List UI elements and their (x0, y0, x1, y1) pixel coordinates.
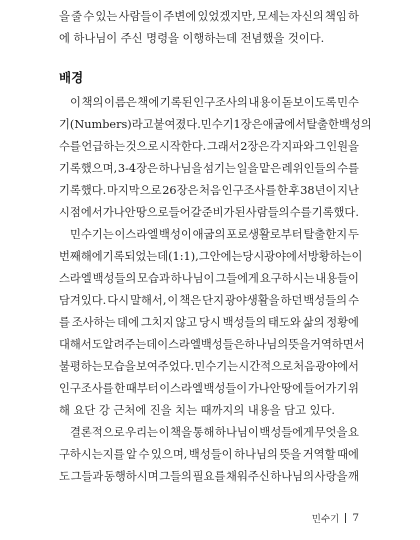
word: 된 (234, 206, 246, 219)
word: 처음 (293, 360, 316, 373)
word: 가나안 (102, 206, 136, 219)
word: 하나님이 (170, 272, 215, 285)
paragraph-line: 에 하나님이 주신 명령을 이행하는데 전념했을 것이다. (59, 32, 325, 45)
word: 시간적으로 (238, 360, 293, 373)
word: 뜻을 (288, 338, 311, 351)
word: 섬기는 (203, 162, 236, 175)
word: 구하시는지를 (59, 448, 125, 461)
word: 그들의 (159, 470, 192, 483)
word: 책은 (179, 294, 202, 307)
word: 민수기 (200, 118, 234, 131)
word: 처음 (199, 184, 221, 197)
word: 이스라엘 (114, 228, 159, 241)
word: 하던 (280, 294, 303, 307)
word: 땅으로 (135, 206, 169, 219)
word: 백성들이 (188, 448, 233, 461)
word: 백성들은 (200, 338, 245, 351)
word: 수를 (337, 162, 359, 175)
word: 사랑을 (314, 470, 348, 483)
word: 애굽에서 (262, 118, 307, 131)
section-heading: 배경 (59, 70, 84, 85)
word: 시점에서 (59, 206, 103, 219)
word: 하나님의 (270, 470, 314, 483)
word: 수를 (289, 206, 312, 219)
word: 안에는 (209, 250, 243, 263)
word: 그치지 (140, 316, 174, 329)
word: 마지막으로 (106, 184, 162, 197)
word: 백성들의 (222, 316, 267, 329)
word: 하 (347, 10, 359, 23)
word: 있는 (95, 10, 118, 23)
word: 거역할 (302, 448, 336, 461)
word: 그들에게 (215, 272, 259, 285)
word: 인구조사를 (221, 184, 277, 197)
word: 정황에 (326, 316, 359, 329)
word: 그들과 (70, 470, 104, 483)
word: 이 (167, 294, 179, 307)
word: 한 (114, 382, 126, 395)
word: 한 (276, 184, 288, 197)
word: 당시 (198, 316, 221, 329)
word: 책에 (137, 96, 160, 109)
word: 뜻을 (279, 448, 302, 461)
running-title: 민수기 (311, 514, 340, 525)
word: 보여주었다. (135, 360, 195, 373)
word: 이 (351, 250, 363, 263)
page-number: 7 (352, 512, 359, 524)
word: 단지 (202, 294, 224, 307)
word: 하나님이 (215, 426, 259, 439)
word: 거역하면서 (310, 338, 365, 351)
page-footer (312, 511, 359, 525)
word: 인원을 (326, 140, 359, 153)
background-section-body (59, 92, 372, 488)
word: 불평하는 (59, 360, 103, 373)
word: 이름은 (104, 96, 137, 109)
word: 하나님의 (244, 338, 289, 351)
word: 태도와 (268, 316, 301, 329)
word: 방황하는 (307, 250, 352, 263)
word: 을 (59, 10, 70, 23)
paragraph-line (59, 378, 359, 400)
paragraph-line (59, 6, 359, 28)
paragraph-line (59, 334, 365, 356)
word: 를 (59, 316, 70, 329)
word: 수를 (59, 140, 81, 153)
word: 후 (288, 184, 300, 197)
word: 광야에서 (264, 250, 308, 263)
word: 지난 (337, 184, 359, 197)
word: 주변에 (163, 10, 197, 23)
word: 스라엘 (59, 272, 92, 285)
word: 결론적으로 (70, 426, 125, 439)
word: 하나님의 (234, 448, 278, 461)
word: 붙여졌다. (153, 118, 201, 131)
word: 광야생활을 (225, 294, 280, 307)
word: 들어가기 (303, 382, 348, 395)
word: 백성들의 (92, 272, 137, 285)
word: 기록되었는데(1:1), (102, 250, 199, 263)
word: 지파와 (281, 140, 315, 153)
word: 언급하는 (81, 140, 126, 153)
word: 땅에 (281, 382, 304, 395)
word: 인구조사를 (59, 382, 114, 395)
word: 하나님을 (158, 162, 203, 175)
word: 포로생활로부터 (226, 228, 303, 241)
word: 두 (348, 228, 359, 241)
word: 탈출한지 (303, 228, 348, 241)
word: 백성들이 (203, 382, 248, 395)
word: 조사하는 (71, 316, 116, 329)
word: 이 (158, 426, 170, 439)
word: 책을 (170, 426, 192, 439)
word: 그래서 (206, 140, 240, 153)
paragraph-line (59, 114, 372, 136)
word: 2장은 (240, 140, 270, 153)
word: 레위인들의 (281, 162, 337, 175)
word: 각 (269, 140, 281, 153)
word: 당시 (242, 250, 265, 263)
paragraph-line (59, 444, 359, 466)
word: 도 (59, 470, 70, 483)
word: 사람들의 (245, 206, 290, 219)
word: 줄 (71, 10, 83, 23)
paragraph-line (59, 268, 359, 290)
word: 가나안 (247, 382, 281, 395)
word: 말해서, (130, 294, 167, 307)
word: 기(Numbers)라고 (59, 118, 154, 131)
word: 모습과 (137, 272, 170, 285)
word: 사람들이 (118, 10, 163, 23)
word: 그 (314, 140, 326, 153)
paragraph-line (59, 356, 359, 378)
continued-paragraph (59, 6, 359, 50)
word: 38년이 (300, 184, 337, 197)
word: 데에 (117, 316, 139, 329)
word: 애굽의 (192, 228, 226, 241)
word: 다시 (107, 294, 130, 307)
word: 책의 (81, 96, 104, 109)
paragraph-line: 해 요단 강 근처에 진을 치는 때까지의 내용을 담고 있다. (59, 404, 335, 417)
word: 일을 (236, 162, 259, 175)
word: 백성이 (159, 228, 192, 241)
word: 삶의 (302, 316, 325, 329)
word: 담겨있다. (59, 294, 107, 307)
word: 깨 (348, 470, 359, 483)
word: 무엇을 (314, 426, 348, 439)
word: 자신의 (290, 10, 324, 23)
word: 백성들의 (303, 294, 348, 307)
word: 수 (348, 294, 359, 307)
word: 요 (348, 426, 359, 439)
word: 알 (126, 448, 137, 461)
paragraph-line (59, 312, 359, 334)
word: 것으로 (125, 140, 159, 153)
word: 모습을 (102, 360, 136, 373)
word: 들어갈 (168, 206, 202, 219)
word: 이 (70, 96, 81, 109)
paragraph-line (59, 466, 359, 488)
word: 있으며, (151, 448, 188, 461)
paragraph-line (59, 224, 359, 246)
word: 수 (83, 10, 95, 23)
word: 그 (198, 250, 210, 263)
word: 채워주신 (226, 470, 270, 483)
word: 1장은 (233, 118, 263, 131)
word: 내용이 (248, 96, 282, 109)
word: 요구하시는 (259, 272, 315, 285)
word: 준비가 (201, 206, 235, 219)
word: 위 (348, 382, 359, 395)
word: 이스라엘 (157, 338, 201, 351)
word: 내용들이 (315, 272, 359, 285)
word: 시작한다. (159, 140, 207, 153)
footer-divider (345, 513, 346, 523)
word: 백성들에게 (259, 426, 314, 439)
word: 백성의 (338, 118, 372, 131)
word: 돋보이도록 (281, 96, 337, 109)
word: 때에 (337, 448, 359, 461)
paragraph-line (59, 136, 359, 158)
paragraph-line (59, 246, 363, 268)
word: 필요를 (192, 470, 226, 483)
word: 인구조사의 (193, 96, 248, 109)
paragraph-line (59, 290, 359, 312)
word: 광야에서 (315, 360, 359, 373)
word: 우리는 (125, 426, 158, 439)
word: 수 (138, 448, 150, 461)
paragraph-line (59, 92, 359, 114)
word: 알려주는데 (102, 338, 158, 351)
word: 이스라엘 (159, 382, 203, 395)
word: 민수기는 (194, 360, 239, 373)
word: 번째 (59, 250, 81, 263)
word: 민수 (337, 96, 359, 109)
word: 해에 (80, 250, 103, 263)
word: 대해서도 (59, 338, 103, 351)
word: 않고 (175, 316, 198, 329)
word: 기록했다. (311, 206, 359, 219)
word: 모세는 (256, 10, 290, 23)
word: 26장은 (162, 184, 199, 197)
word: 책임 (324, 10, 347, 23)
paragraph-line (59, 422, 359, 444)
word: 동행하시며 (103, 470, 159, 483)
word: 탈출한 (306, 118, 339, 131)
word: 통해 (192, 426, 215, 439)
word: 있었겠지만, (197, 10, 256, 23)
word: 3-4장은 (117, 162, 158, 175)
paragraph-line (59, 202, 359, 224)
word: 기록했다. (59, 184, 107, 197)
paragraph-line (59, 158, 359, 180)
paragraph-line (59, 180, 359, 202)
word: 민수기는 (70, 228, 114, 241)
word: 때부터 (125, 382, 159, 395)
word: 기록했으며, (59, 162, 118, 175)
word: 기록된 (159, 96, 193, 109)
word: 맡은 (259, 162, 281, 175)
